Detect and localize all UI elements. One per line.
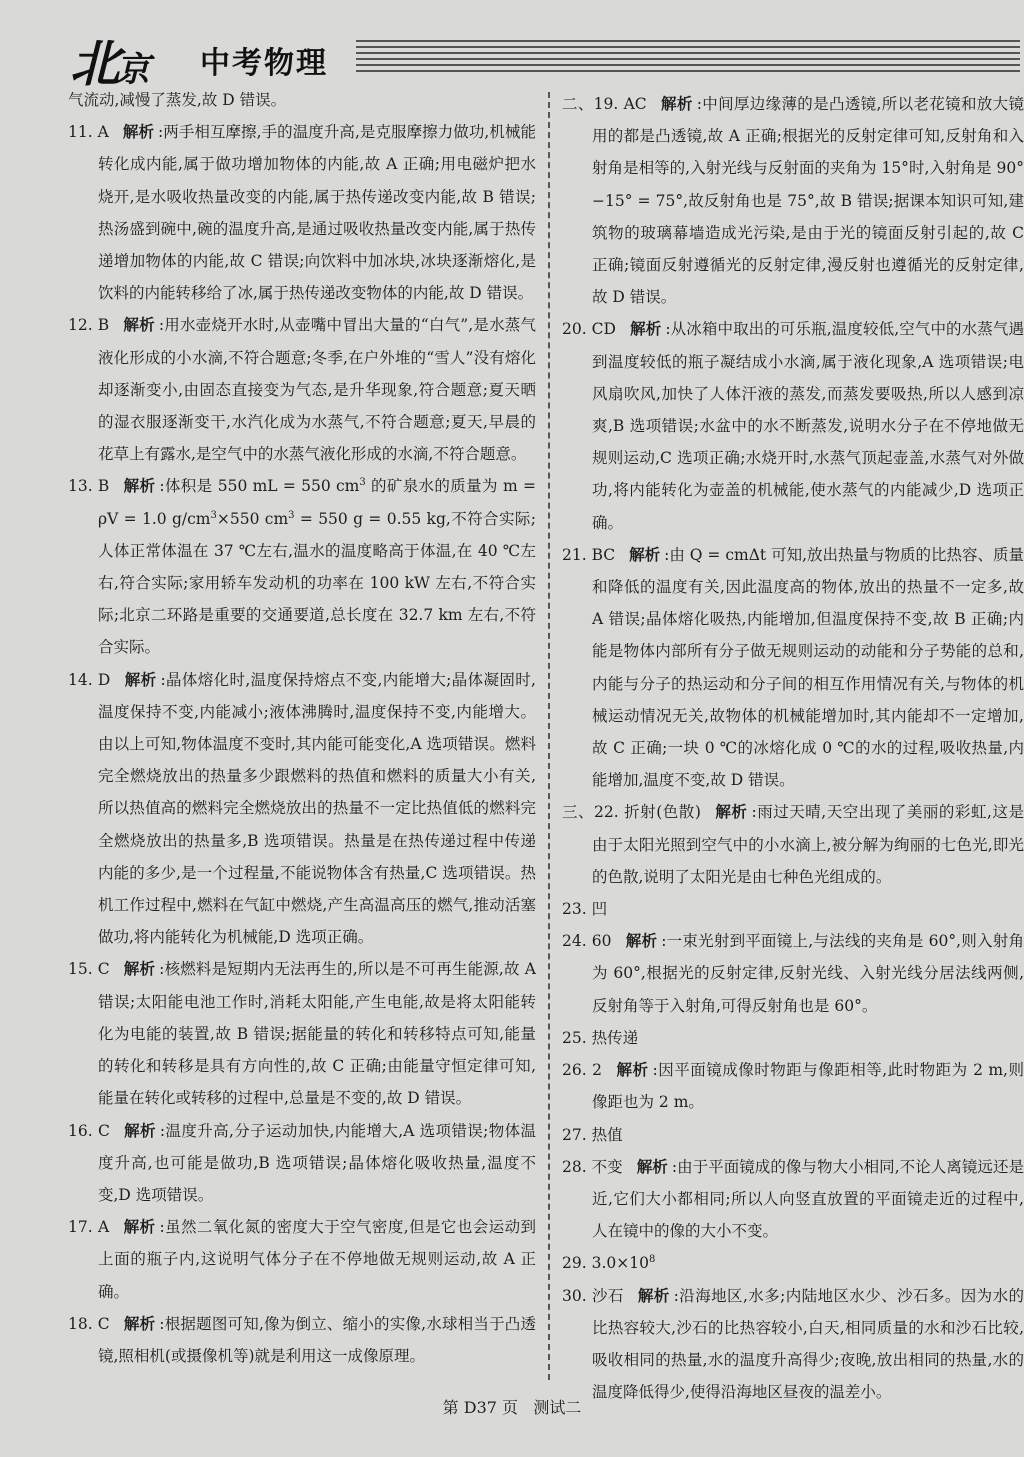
section-label: 测试二 <box>533 1398 582 1417</box>
answer-item: 20. CD 解析 :从冰箱中取出的可乐瓶,温度较低,空气中的水蒸气遇到温度较低的瓶子凝结成小水滴,属于液化现象,A 选项错误;电风扇吹风,加快了人体汗液的蒸发,而蒸发要吸热,所以人感到凉爽,B 选项错误;水盆中的水不断蒸发,说明水分子在不停地做无规则运动,C 选项正确;水烧开时,水蒸气顶起壶盖,水蒸气对外做功,将内能转化为壶盖的机械能,使水蒸气的内能减少,D 选项正确。 <box>562 319 1024 532</box>
page-number: 第 D37 页 <box>442 1398 519 1417</box>
answer-item: 28. 不变 解析 :由于平面镜成的像与物大小相同,不论人离镜远还是近,它们大小都相同;所以人向竖直放置的平面镜走近的过程中,人在镜中的像的大小不变。 <box>562 1156 1024 1241</box>
answer-item: 23. 凹 <box>562 900 608 919</box>
answer-item: 12. B 解析 :用水壶烧开水时,从壶嘴中冒出大量的“白气”,是水蒸气液化形成的小水滴,不符合题意;冬季,在户外堆的“雪人”没有熔化却逐渐变小,由固态直接变为气态,是升华现象,符合题意;夏天晒的湿衣服逐渐变干,水汽化成为水蒸气,不符合题意;夏天,早晨的花草上有露水,是空气中的水蒸气液化形成的水滴,不符合题意。 <box>68 315 536 464</box>
page-header <box>60 22 1020 93</box>
answer-item: 13. B 解析 :体积是 550 mL = 550 $cm^3$ 的矿泉水的质量为 m = ρV = 1.0 $g/cm^3\times 550$ $cm^3 = 550$ g = 0.55 kg,不符合实际;人体正常体温在 37 ℃左右,温水的温度略高于体温,在 40 ℃左右,符合实际;家用轿车发动机的功率在 100 kW 左右,不符合实际;北京二环路是重要的交通要道,总长度在 32.7 km 左右,不符合实际。 <box>68 476 537 657</box>
answer-item: 21. BC 解析 :由 Q = cmΔt 可知,放出热量与物质的比热容、质量和降低的温度有关,因此温度高的物体,放出的热量不一定多,故 A 错误;晶体熔化吸热,内能增加,但温度保持不变,故 B 正确;内能是物体内部所有分子做无规则运动的动能和分子势能的总和,内能与分子的热运动和分子间的相互作用情况有关,与物体的机械运动情况无关,故物体的机械能增加时,其内能却不一定增加,故 C 正确;一块 0 ℃的冰熔化成 0 ℃的水的过程,吸收热量,内能增加,温度不变,故 D 错误。 <box>562 544 1024 790</box>
answer-item: 29. $3.0\times 10^8$ <box>562 1254 656 1273</box>
header-decorative-lines <box>356 40 1020 76</box>
answer-item: 二、19. AC 解析 :中间厚边缘薄的是凸透镜,所以老花镜和放大镜用的都是凸透镜,故 A 正确;根据光的反射定律可知,反射角和入射角是相等的,入射光线与反射面的夹角为 15°时,入射角是 90°−15° = 75°,故反射角也是 75°,故 B 错误;据课本知识可知,建筑物的玻璃幕墙造成光污染,是由于光的镜面反射引起的,故 C 正确;镜面反射遵循光的反射定律,漫反射也遵循光的反射定律,故 D 错误。 <box>562 94 1024 307</box>
answer-item: 27. 热值 <box>562 1125 623 1144</box>
column-divider <box>548 92 550 1380</box>
answer-item: 26. 2 解析 :因平面镜成像时物距与像距相等,此时物距为 2 m,则像距也为 2 m。 <box>562 1060 1024 1112</box>
answer-item: 25. 热传递 <box>562 1028 639 1047</box>
answer-item: 18. C 解析 :根据题图可知,像为倒立、缩小的实像,水球相当于凸透镜,照相机(或摄像机等)就是利用这一成像原理。 <box>68 1313 537 1365</box>
answer-item: 16. C 解析 :温度升高,分子运动加快,内能增大,A 选项错误;物体温度升高,也可能是做功,B 选项错误;晶体熔化吸收热量,温度不变,D 选项错误。 <box>68 1120 536 1204</box>
page-title: 中考物理 <box>200 46 328 81</box>
beijing-logo: 北京 <box>70 34 146 93</box>
answer-item: 30. 沙石 解析 :沿海地区,水多;内陆地区水少、沙石多。因为水的比热容较大,沙石的比热容较小,白天,相同质量的水和沙石比较,吸收相同的热量,水的温度升高得少;夜晚,放出相同的热量,水的温度降低得少,使得沿海地区昼夜的温差小。 <box>562 1285 1024 1402</box>
answer-item: 11. A 解析 :两手相互摩擦,手的温度升高,是克服摩擦力做功,机械能转化成内能,属于做功增加物体的内能,故 A 正确;用电磁炉把水烧开,是水吸收热量改变的内能,属于热传递改变内能,故 B 错误;热汤盛到碗中,碗的温度升高,是通过吸收热量改变内能,属于热传递增加物体的内能,故 C 错误;向饮料中加冰块,冰块逐渐熔化,是饮料的内能转移给了冰,属于热传递改变物体的内能,故 D 错误。 <box>68 122 536 303</box>
continued-text: 气流动,减慢了蒸发,故 D 错误。 <box>68 91 287 109</box>
right-column <box>562 88 1024 1408</box>
answer-item: 14. D 解析 :晶体熔化时,温度保持熔点不变,内能增大;晶体凝固时,温度保持不变,内能减小;液体沸腾时,温度保持不变,内能增大。由以上可知,物体温度不变时,其内能可能变化,A 选项错误。燃料完全燃烧放出的热量多少跟燃料的热值和燃料的质量大小有关,所以热值高的燃料完全燃烧放出的热量不一定比热值低的燃料完全燃烧放出的热量多,B 选项错误。热量是在热传递过程中传递内能的多少,是一个过程量,不能说物体含有热量,C 选项错误。热机工作过程中,燃料在气缸中燃烧,产生高温高压的燃气,推动活塞做功,将内能转化为机械能,D 选项正确。 <box>68 669 536 947</box>
answer-item: 15. C 解析 :核燃料是短期内无法再生的,所以是不可再生能源,故 A 错误;太阳能电池工作时,消耗太阳能,产生电能,故是将太阳能转化为电能的装置,故 B 错误;据能量的转化和转移特点可知,能量的转化和转移是具有方向性的,故 C 正确;由能量守恒定律可知,能量在转化或转移的过程中,总量是不变的,故 D 错误。 <box>68 959 537 1108</box>
answer-item: 三、22. 折射(色散) 解析 :雨过天晴,天空出现了美丽的彩虹,这是由于太阳光照到空气中的小水滴上,被分解为绚丽的七色光,即光的色散,说明了太阳光是由七种色光组成的。 <box>562 802 1024 886</box>
page-footer <box>0 1395 1024 1418</box>
answer-item: 24. 60 解析 :一束光射到平面镜上,与法线的夹角是 60°,则入射角为 60°,根据光的反射定律,反射光线、入射光线分居法线两侧,反射角等于入射角,可得反射角也是 60°。 <box>562 931 1024 1015</box>
left-column <box>68 84 536 1372</box>
answer-item: 17. A 解析 :虽然二氧化氮的密度大于空气密度,但是它也会运动到上面的瓶子内,这说明气体分子在不停地做无规则运动,故 A 正确。 <box>68 1217 536 1301</box>
